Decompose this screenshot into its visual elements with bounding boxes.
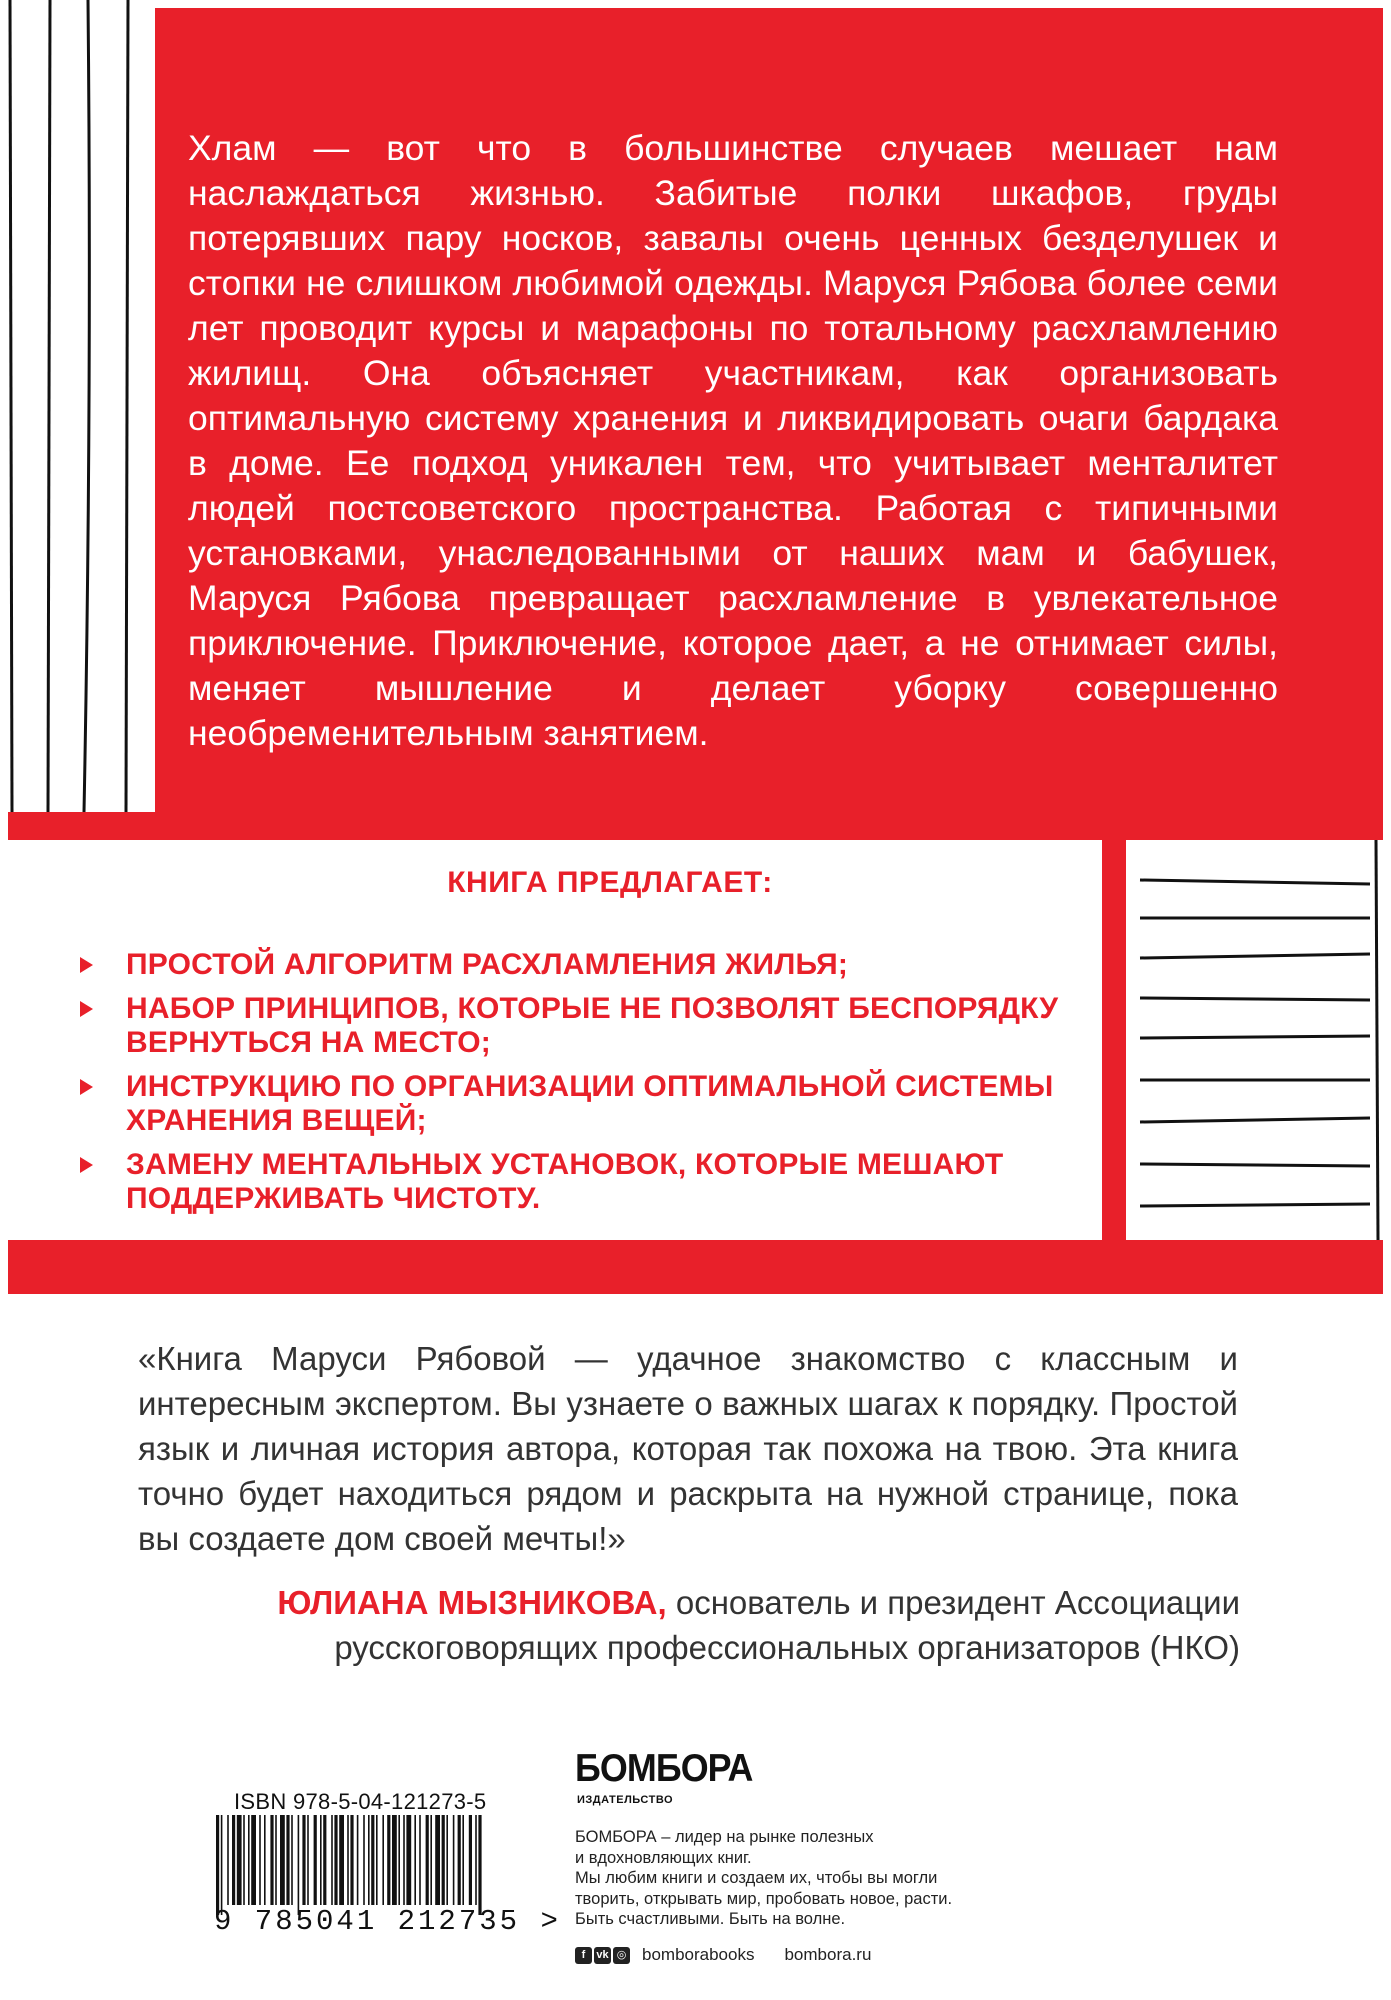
quote-role-line1: основатель и президент Ассоциации	[666, 1584, 1240, 1621]
barcode-bar	[286, 1815, 289, 1905]
publisher-text-line: Быть счастливыми. Быть на волне.	[575, 1910, 846, 1928]
barcode-bar	[419, 1815, 421, 1905]
barcode-bar	[478, 1815, 481, 1915]
review-quote: «Книга Маруси Рябовой — удачное знакомство с классным и интересным экспертом. Вы узнаете о важных шагах к порядку. Простой язык и личная история автора, которая так похожа на твою. Эта книга точно будет находиться рядом и раскрыта на нужной странице, пока вы создаете дом своей мечты!»	[138, 1340, 1238, 1557]
offer-text: ИНСТРУКЦИЮ ПО ОРГАНИЗАЦИИ ОПТИМАЛЬНОЙ СИСТЕМЫ ХРАНЕНИЯ ВЕЩЕЙ;	[126, 1070, 1054, 1137]
offer-text: НАБОР ПРИНЦИПОВ, КОТОРЫЕ НЕ ПОЗВОЛЯТ БЕСПОРЯДКУ ВЕРНУТЬСЯ НА МЕСТО;	[126, 992, 1059, 1059]
social-handle[interactable]: bomborabooks	[642, 1945, 755, 1964]
barcode-bar	[232, 1815, 235, 1905]
barcode-bar	[291, 1815, 293, 1905]
barcode-bar	[387, 1815, 390, 1905]
barcode-bar	[363, 1815, 365, 1905]
red-divider-band	[8, 812, 1383, 840]
barcode-bar	[248, 1815, 250, 1905]
offer-item	[80, 948, 1100, 982]
publisher-logo: БОМБОРА	[575, 1747, 753, 1790]
barcode-bar	[469, 1815, 472, 1905]
barcode-bar	[398, 1815, 400, 1905]
facebook-icon[interactable]: f	[575, 1947, 592, 1964]
barcode	[214, 1815, 490, 1915]
quote-attribution	[200, 1580, 1240, 1670]
barcode-bar	[280, 1815, 285, 1905]
barcode-bar	[462, 1815, 464, 1905]
barcode-bar	[453, 1815, 455, 1905]
instagram-icon[interactable]: ◎	[613, 1947, 630, 1964]
barcode-bar	[368, 1815, 370, 1905]
triangle-bullet-icon	[80, 957, 93, 973]
barcode-bar	[307, 1815, 309, 1905]
barcode-bar	[357, 1815, 359, 1905]
book-description: Хлам — вот что в большинстве случаев мешает нам наслаждаться жизнью. Забитые полки шкафов, груды потерявших пару носков, завалы очень ценных безделушек и стопки не слишком любимой одежды. Маруся Рябова более семи лет проводит курсы и марафоны по тотальному расхламлению жилищ. Она объясняет участникам, как организовать оптимальную систему хранения и ликвидировать очаги бардака в доме. Ее подход уникален тем, что учитывает менталитет людей постсоветского пространства. Работая с типичными установками, унаследованными от наших мам и бабушек, Маруся Рябова превращает расхламление в увлекательное приключение. Приключение, которое дает, а не отнимает силы, меняет мышление и делает уборку совершенно необременительным занятием.	[188, 128, 1278, 753]
barcode-bar	[243, 1815, 245, 1905]
barcode-bar	[347, 1815, 349, 1905]
offers-title: КНИГА ПРЕДЛАГАЕТ:	[447, 866, 773, 899]
quote-author: ЮЛИАНА МЫЗНИКОВА,	[277, 1584, 667, 1621]
barcode-bar	[270, 1815, 273, 1905]
publisher-description	[575, 1827, 1095, 1930]
quote-role-line2: русскоговорящих профессиональных организаторов (НКО)	[334, 1629, 1240, 1666]
social-links	[575, 1945, 871, 1965]
publisher-text-line: и вдохновляющих книг.	[575, 1848, 752, 1867]
barcode-bar	[350, 1815, 353, 1905]
barcode-bar	[237, 1815, 242, 1905]
publisher-website[interactable]: bombora.ru	[784, 1945, 872, 1964]
publisher-text-line: БОМБОРА – лидер на рынке полезных	[575, 1828, 874, 1846]
barcode-bar	[323, 1815, 326, 1905]
triangle-bullet-icon	[80, 1157, 93, 1173]
red-vertical-post	[1102, 840, 1126, 1294]
barcode-bar	[414, 1815, 416, 1905]
triangle-bullet-icon	[80, 1001, 93, 1017]
offer-item	[80, 1148, 1100, 1216]
barcode-bar	[376, 1815, 378, 1905]
barcode-bar	[275, 1815, 277, 1905]
barcode-bar	[259, 1815, 261, 1905]
barcode-bar	[426, 1815, 429, 1905]
barcode-bar	[320, 1815, 322, 1905]
offer-item	[80, 1070, 1100, 1138]
barcode-bar	[302, 1815, 305, 1905]
red-base-band	[8, 1240, 1383, 1294]
publisher-text-line: творить, открывать мир, пробовать новое, расти.	[575, 1889, 953, 1908]
offer-item	[80, 992, 1100, 1060]
offer-text: ПРОСТОЙ АЛГОРИТМ РАСХЛАМЛЕНИЯ ЖИЛЬЯ;	[126, 948, 849, 981]
barcode-bar	[251, 1815, 256, 1905]
barcode-bar	[458, 1815, 461, 1905]
triangle-bullet-icon	[80, 1079, 93, 1095]
isbn-label: ISBN 978-5-04-121273-5	[234, 1789, 487, 1814]
barcode-bar	[442, 1815, 445, 1905]
barcode-bar	[227, 1815, 229, 1905]
offer-text: ЗАМЕНУ МЕНТАЛЬНЫХ УСТАНОВОК, КОТОРЫЕ МЕШАЮТ ПОДДЕРЖИВАТЬ ЧИСТОТУ.	[126, 1148, 1004, 1215]
publisher-text-line: Мы любим книги и создаем их, чтобы вы могли	[575, 1869, 938, 1887]
barcode-bar	[392, 1815, 397, 1905]
decorative-lines-left	[0, 0, 160, 820]
barcode-bar	[314, 1815, 317, 1905]
decorative-lines-right	[1100, 840, 1391, 1260]
barcode-bar	[406, 1815, 411, 1905]
barcode-bar	[216, 1815, 219, 1915]
vk-icon[interactable]: vk	[594, 1947, 611, 1964]
barcode-bar	[446, 1815, 448, 1905]
publisher-logo-subtitle: ИЗДАТЕЛЬСТВО	[577, 1794, 674, 1806]
barcode-bar	[298, 1815, 300, 1915]
barcode-bar	[403, 1815, 405, 1905]
barcode-bar	[371, 1815, 374, 1905]
barcode-bar	[475, 1815, 477, 1905]
barcode-bar	[435, 1815, 440, 1905]
offers-list	[80, 948, 1100, 1226]
barcode-bar	[382, 1815, 384, 1905]
barcode-bar	[334, 1815, 337, 1905]
barcode-bar	[339, 1815, 344, 1905]
barcode-bar	[264, 1815, 266, 1905]
barcode-bar	[430, 1815, 432, 1905]
barcode-bar	[221, 1815, 223, 1915]
barcode-number: 9 785041 212735 >	[214, 1905, 561, 1938]
barcode-bar	[331, 1815, 333, 1905]
